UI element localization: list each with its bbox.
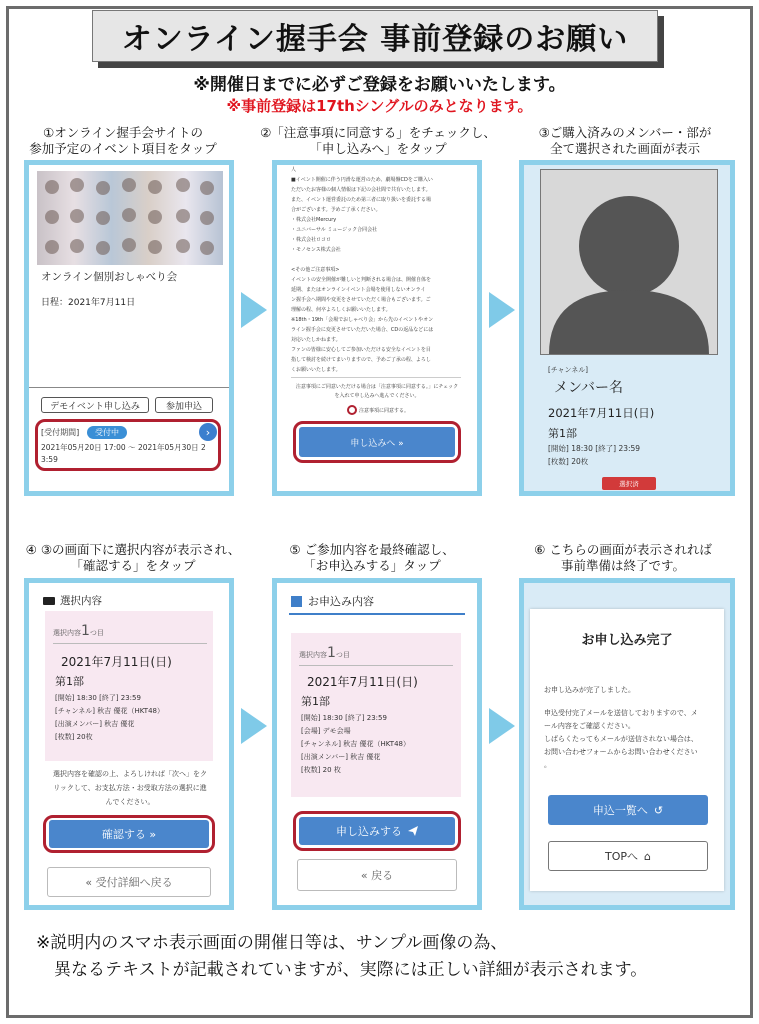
back-button[interactable]: « 戻る: [297, 859, 457, 891]
terms-line: ・モノセンス株式会社: [291, 247, 341, 253]
complete-heading: お申し込み完了: [581, 633, 673, 648]
period-label: [受付期間]: [41, 428, 80, 437]
event-name[interactable]: オンライン個別おしゃべり会: [41, 271, 178, 283]
chevron-right-icon[interactable]: ›: [199, 423, 217, 441]
venue: [会場] デモ会場: [301, 727, 351, 735]
send-icon: [408, 826, 418, 836]
status-badge: 受付中: [87, 426, 127, 439]
selected-button[interactable]: 選択済: [602, 477, 656, 490]
member-photo-grid: [37, 171, 223, 265]
apply-list-button[interactable]: 申込一覧へ ↺: [548, 795, 708, 825]
arrow-right-icon: [241, 292, 267, 328]
join-button[interactable]: 参加申込: [155, 397, 213, 413]
channel: [チャンネル] 秋吉 優花（HKT48）: [55, 707, 164, 715]
terms-line: ※18th・19th「会場でおしゃべり会」から先のイベントやオン: [291, 317, 434, 323]
terms-line: くお願いいたします。: [291, 367, 341, 373]
agree-note: 注意事項にご同意いただける場合は「注意事項に同意する。」にチェック を入れて申し込みへ進んでください。: [295, 384, 459, 399]
page-title: オンライン握手会 事前登録のお願い: [121, 22, 629, 57]
member: [出演メンバー] 秋吉 優花: [55, 720, 135, 728]
terms-line: ・ユニバーサル ミュージック合同会社: [291, 227, 378, 233]
member-photo: [540, 169, 718, 355]
terms-line: ン握手会へ期間や変更をさせていただく場合もございます。ご: [291, 297, 431, 303]
period-text: 2021年05月20日 17:00 ～ 2021年05月30日 2: [41, 443, 206, 452]
order-header: お申込み内容: [291, 593, 374, 609]
confirm-note: 選択内容を確認の上、よろしければ「次へ」をク リックして、お支払方法・お受取方法の選択に進 んでください。: [53, 770, 207, 806]
notice-register: ※開催日までに必ずご登録をお願いいたします。: [193, 75, 566, 95]
agree-checkbox-row[interactable]: [347, 405, 409, 415]
terms-line: 人: [291, 167, 297, 173]
member-name: メンバー名: [554, 380, 624, 396]
event-part: 第1部: [548, 427, 577, 440]
arrow-right-icon: [489, 292, 515, 328]
complete-message: お申し込みが完了しました。: [544, 686, 635, 694]
square-icon: [291, 596, 302, 607]
channel-label: [チャンネル]: [548, 366, 589, 374]
person-silhouette-icon: [541, 170, 717, 354]
step4-caption: ④ ③の画面下に選択内容が表示され、 「確認する」をタップ: [25, 542, 241, 573]
step6-caption: ⑥ こちらの画面が表示されれば 事前準備は終了です。: [534, 542, 712, 573]
selection-card: [45, 611, 213, 761]
channel: [チャンネル] 秋吉 優花（HKT48）: [301, 740, 410, 748]
divider: [291, 377, 461, 378]
ticket-count: [枚数] 20枚: [548, 457, 589, 466]
footer-note: ※説明内のスマホ表示画面の開催日等は、サンプル画像の為、 異なるテキストが記載されていますが、実際には正しい詳細が表示されます。: [36, 933, 648, 980]
terms-line: ライン握手会に変更させていただいた場合、CDの返品などには: [291, 327, 434, 333]
terms-line: 合がございます。予めご了承ください。: [291, 207, 381, 213]
terms-line: ・株式会社ロコロ: [291, 237, 332, 243]
selection-index: 選択内容1つ目: [299, 645, 350, 661]
event-date: 2021年7月11日(日): [548, 406, 655, 420]
top-button[interactable]: TOPへ ⌂: [548, 841, 708, 871]
selection-header: 選択内容: [43, 593, 102, 608]
divider: [29, 387, 229, 388]
terms-line: 対応いたしかねます。: [291, 337, 341, 343]
complete-card: [530, 609, 724, 891]
screen6-complete: [519, 578, 735, 910]
agree-checkbox[interactable]: [347, 405, 357, 415]
step2-caption: ②「注意事項に同意する」をチェックし、 「申し込みへ」をタップ: [260, 125, 496, 156]
ticket-count: [枚数] 20 枚: [301, 766, 341, 774]
terms-line: <その他ご注意事項>: [291, 267, 340, 273]
terms-line: ・株式会社Mercury: [291, 217, 337, 223]
history-icon: ↺: [653, 803, 664, 817]
home-icon: ⌂: [644, 849, 651, 863]
agree-label: 注意事項に同意する。: [359, 407, 410, 414]
screen4-selection: [24, 578, 234, 910]
divider: [53, 643, 207, 644]
terms-text: [291, 165, 461, 377]
event-time: [開始] 18:30 [終了] 23:59: [548, 444, 641, 453]
event-time: [開始] 18:30 [終了] 23:59: [55, 694, 141, 702]
arrow-right-icon: [241, 708, 267, 744]
member: [出演メンバー] 秋吉 優花: [301, 753, 381, 761]
photo-grid-image: [37, 171, 223, 265]
event-part: 第1部: [55, 675, 84, 688]
header-underline: [289, 613, 465, 615]
step1-caption: ①オンライン握手会サイトの 参加予定のイベント項目をタップ: [29, 125, 217, 156]
event-date: 2021年7月11日(日): [307, 675, 418, 689]
ticket-icon: [43, 597, 55, 605]
demo-apply-button[interactable]: デモイベント申し込み: [41, 397, 149, 413]
terms-line: ■イベント開催に伴う円滑な運営のため、劇場盤CDをご購入い: [291, 177, 433, 183]
terms-line: ファンの皆様に安心してご参加いただける安全なイベントを目: [291, 347, 431, 353]
divider: [299, 665, 453, 666]
terms-lines: [291, 165, 461, 375]
event-date: 日程：2021年7月11日: [41, 298, 136, 308]
period-text-cont: 3:59: [41, 455, 58, 464]
terms-line: 延期、またはオンラインイベント会場を使用しないオンライ: [291, 287, 426, 293]
step5-caption: ⑤ ご参加内容を最終確認し、 「お申込みする」タップ: [289, 542, 455, 573]
screen2-terms: [272, 160, 482, 496]
back-to-details-button[interactable]: « 受付詳細へ戻る: [47, 867, 211, 897]
mail-note: 申込受付完了メールを送信しておりますので、メ ール内容をご確認ください。 しばらくたってもメールが送信されない場合は、 お問い合わせフォームからお問い合わせください 。: [544, 709, 698, 769]
terms-line: 理解の程、何卒よろしくお願いいたします。: [291, 307, 391, 313]
terms-line: イベントの安全開催が難しいと判断される場合は、開催自体を: [291, 277, 432, 283]
terms-line: [291, 255, 461, 265]
event-date: 2021年7月11日(日): [61, 655, 172, 669]
screen3-member-select: [519, 160, 735, 496]
confirm-button[interactable]: 確認する »: [49, 820, 209, 848]
title-banner: [92, 10, 658, 62]
order-card: [291, 633, 461, 797]
event-part: 第1部: [301, 695, 330, 708]
selection-index: 選択内容1つ目: [53, 623, 104, 639]
terms-line: また、イベント運営委託のため第三者に取り扱いを委託する場: [291, 197, 432, 203]
ticket-count: [枚数] 20枚: [55, 733, 93, 741]
screen1-event-list: [24, 160, 234, 496]
arrow-right-icon: [489, 708, 515, 744]
notice-17th-only: ※事前登録は17thシングルのみとなります。: [226, 97, 533, 115]
apply-button[interactable]: 申し込みへ »: [299, 427, 455, 457]
screen5-order: [272, 578, 482, 910]
terms-line: 指して検討を続けてまいりますので、予めご了承の程、よろし: [291, 357, 431, 363]
terms-line: ただいたお客様の個人情報は下記の会社間で共有いたします。: [291, 187, 431, 193]
event-time: [開始] 18:30 [終了] 23:59: [301, 714, 387, 722]
apply-button[interactable]: 申し込みする: [299, 817, 455, 845]
step3-caption: ③ご購入済みのメンバー・部が 全て選択された画面が表示: [538, 125, 712, 156]
